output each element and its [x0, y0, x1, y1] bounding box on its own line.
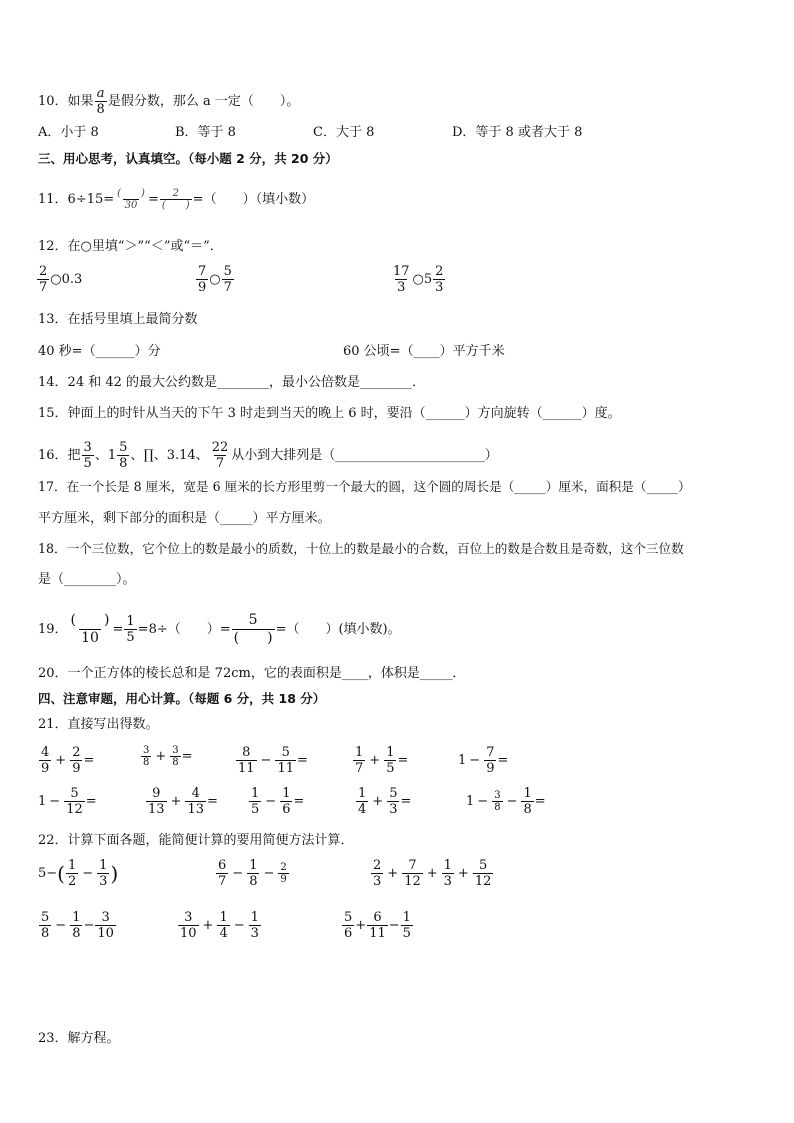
fraction: $\frac{7}{12}$	[404, 858, 421, 889]
q10-option-c: C．大于 8	[313, 125, 375, 140]
fraction: $\frac{5}{8}$	[119, 440, 128, 471]
fraction: $\frac{5}{3}$	[389, 786, 398, 817]
math-operator: +	[457, 866, 469, 881]
math-operator: −	[49, 794, 61, 809]
fraction: $\frac{9}{13}$	[148, 786, 165, 817]
text-segment: =	[497, 753, 509, 768]
question-17-line-2: 平方厘米，剩下部分的面积是（_____）平方厘米。	[38, 511, 331, 526]
fraction: $\frac{3}{10}$	[180, 910, 197, 941]
fraction: $\frac{3}{10}$	[97, 910, 114, 941]
q13-item-b: 60 公顷=（____）平方千米	[343, 344, 505, 359]
question-14: 14．24 和 42 的最大公约数是________，最小公倍数是________．	[38, 375, 426, 390]
fraction: $\frac{( )}{10}$	[70, 612, 110, 646]
q21-expr	[235, 745, 308, 776]
fraction: $\frac{8}{11}$	[238, 745, 255, 776]
fraction: $\frac{4}{13}$	[187, 786, 204, 817]
fraction: $\frac{22}{7}$	[211, 440, 229, 471]
question-11	[38, 188, 314, 211]
text-segment: =	[397, 753, 409, 768]
fraction: $\frac{2}{( )}$	[161, 188, 190, 211]
text-segment: =	[534, 794, 546, 809]
fraction: $\frac{3}{5}$	[83, 440, 92, 471]
question-18-line-2: 是（________）。	[38, 572, 136, 587]
math-operator: +	[387, 866, 399, 881]
text-segment: =	[83, 753, 95, 768]
fraction: $\frac{1}{8}$	[523, 786, 532, 817]
q21-expr	[458, 745, 508, 776]
q12-item-a	[36, 264, 82, 295]
question-12-title: 12．在○里填“＞”“＜”或“＝”．	[38, 239, 223, 254]
fraction: $\frac{1}{5}$	[126, 614, 135, 645]
fraction: $\frac{1}{2}$	[67, 858, 77, 889]
math-operator: −	[233, 918, 245, 933]
math-operator: +	[155, 749, 167, 764]
text-segment: =	[207, 794, 218, 809]
text-segment: 1	[38, 794, 47, 809]
fraction: $\frac{2}{9}$	[280, 862, 287, 885]
math-operator: −	[260, 753, 272, 768]
q22-expr	[341, 910, 414, 941]
math-operator: −	[469, 753, 481, 768]
fraction: $\frac{2}{7}$	[39, 264, 48, 295]
q22-expr	[370, 858, 494, 889]
q12-item-c	[390, 264, 446, 295]
math-operator: −	[82, 866, 94, 881]
q21-expr	[140, 745, 193, 768]
math-operator: −	[506, 794, 518, 809]
q22-expr	[38, 910, 117, 941]
q21-expr	[248, 786, 304, 817]
math-operator: −	[477, 794, 489, 809]
question-10	[38, 86, 299, 117]
math-operator: +	[426, 866, 438, 881]
q21-expr	[145, 786, 218, 817]
q13-item-a: 40 秒=（______）分	[38, 344, 161, 359]
text-segment: 16．把	[38, 448, 81, 463]
fraction: $\frac{1}{4}$	[219, 910, 228, 941]
text-segment: ○5	[412, 272, 433, 287]
question-22-title: 22．计算下面各题，能简便计算的要用简便方法计算．	[38, 833, 354, 848]
fraction: $\frac{1}{3}$	[99, 858, 108, 889]
fraction: $\frac{1}{6}$	[282, 786, 291, 817]
text-segment: )	[110, 861, 119, 886]
text-segment: 是假分数，那么 a 一定（ ）。	[107, 94, 300, 109]
fraction: $\frac{5}{11}$	[277, 745, 294, 776]
text-segment: =（ ）(填小数)。	[275, 622, 401, 637]
math-operator: +	[369, 753, 381, 768]
text-segment: =	[85, 794, 97, 809]
text-segment: ○0.3	[50, 272, 83, 287]
fraction: $\frac{3}{8}$	[494, 790, 501, 813]
fraction: $\frac{5}{( )}$	[233, 612, 273, 646]
text-segment: −	[388, 918, 400, 933]
fraction: $\frac{6}{7}$	[218, 858, 227, 889]
fraction: $\frac{3}{8}$	[172, 745, 179, 768]
math-operator: −	[232, 866, 244, 881]
q21-expr	[355, 786, 411, 817]
q10-option-b: B．等于 8	[175, 125, 236, 140]
text-segment: 11．6÷15=	[38, 192, 115, 207]
math-operator: +	[372, 794, 384, 809]
question-16	[38, 440, 498, 471]
fraction: $\frac{5}{8}$	[41, 910, 50, 941]
math-operator: −	[263, 866, 275, 881]
q12-item-b	[195, 264, 235, 295]
fraction: $\frac{1}{5}$	[251, 786, 260, 817]
fraction: $\frac{5}{12}$	[66, 786, 83, 817]
fraction: $\frac{1}{5}$	[386, 745, 395, 776]
q21-expr	[38, 745, 94, 776]
fraction: $\frac{1}{4}$	[358, 786, 367, 817]
q10-option-d: D．等于 8 或者大于 8	[452, 125, 583, 140]
fraction: $\frac{5}{7}$	[223, 264, 232, 295]
text-segment: 1	[466, 794, 475, 809]
fraction: $\frac{1}{7}$	[355, 745, 364, 776]
question-17-line-1: 17．在一个长是 8 厘米，宽是 6 厘米的长方形里剪一个最大的圆，这个圆的周长是（_____）厘米，面积是（_____）	[38, 479, 691, 494]
text-segment: 1	[458, 753, 467, 768]
fraction: $\frac{2}{3}$	[373, 858, 382, 889]
text-segment: −	[83, 918, 95, 933]
fraction: $\frac{a}{8}$	[96, 86, 105, 117]
text-segment: 、1	[94, 448, 117, 463]
text-segment: 19．	[38, 622, 68, 637]
q10-option-a: A．小于 8	[38, 125, 99, 140]
text-segment: (	[57, 861, 65, 886]
q21-expr	[38, 786, 97, 817]
text-segment: 10．如果	[38, 94, 94, 109]
text-segment: =	[181, 749, 193, 764]
math-operator: +	[55, 753, 67, 768]
fraction: $\frac{4}{9}$	[41, 745, 50, 776]
text-segment: =	[112, 622, 124, 637]
question-20: 20．一个正方体的棱长总和是 72cm，它的表面积是____，体积是_____．	[38, 666, 466, 681]
q21-expr	[466, 786, 546, 817]
fraction: $\frac{2}{3}$	[435, 264, 444, 295]
section-3-heading: 三、用心思考，认真填空。（每小题 2 分，共 20 分）	[38, 151, 338, 166]
fraction: $\frac{2}{9}$	[72, 745, 81, 776]
q22-expr	[38, 858, 118, 889]
fraction: $\frac{1}{8}$	[249, 858, 258, 889]
math-operator: −	[55, 918, 67, 933]
fraction: $\frac{1}{3}$	[443, 858, 452, 889]
math-operator: −	[265, 794, 277, 809]
fraction: $\frac{( )}{30}$	[117, 188, 145, 211]
text-segment: 从小到大排列是（_______________________）	[231, 448, 498, 463]
fraction: $\frac{1}{5}$	[402, 910, 411, 941]
question-19	[38, 612, 401, 647]
math-operator: +	[202, 918, 214, 933]
text-segment: =	[297, 753, 308, 768]
text-segment: ○	[209, 272, 221, 287]
text-segment: =	[293, 794, 305, 809]
text-segment: +	[355, 918, 367, 933]
text-segment: =	[147, 192, 159, 207]
question-13-title: 13．在括号里填上最简分数	[38, 312, 198, 327]
math-operator: +	[170, 794, 182, 809]
fraction: $\frac{5}{6}$	[344, 910, 353, 941]
fraction: $\frac{6}{11}$	[369, 910, 386, 941]
question-23-title: 23．解方程。	[38, 1031, 120, 1046]
q21-expr	[352, 745, 408, 776]
fraction: $\frac{1}{8}$	[72, 910, 81, 941]
text-segment: =8÷（ ）=	[137, 622, 231, 637]
fraction: $\frac{5}{12}$	[474, 858, 492, 889]
fraction: $\frac{17}{3}$	[393, 264, 410, 295]
text-segment: 、∏、3.14、	[130, 448, 209, 463]
q22-expr	[177, 910, 262, 941]
q22-expr	[215, 858, 290, 889]
question-18-line-1: 18．一个三位数，它个位上的数是最小的质数，十位上的数是最小的合数，百位上的数是合数且是奇数，这个三位数	[38, 541, 684, 556]
text-segment: 5−	[38, 866, 58, 881]
fraction: $\frac{1}{3}$	[250, 910, 259, 941]
question-15: 15．钟面上的时针从当天的下午 3 时走到当天的晚上 6 时，要沿（______）方向旋转（______）度。	[38, 406, 621, 421]
text-segment: =（ ）（填小数）	[192, 192, 315, 207]
text-segment: =	[400, 794, 412, 809]
fraction: $\frac{7}{9}$	[486, 745, 495, 776]
fraction: $\frac{7}{9}$	[198, 264, 207, 295]
fraction: $\frac{3}{8}$	[143, 745, 150, 768]
question-21-title: 21．直接写出得数。	[38, 717, 159, 732]
section-4-heading: 四、注意审题，用心计算。（每题 6 分，共 18 分）	[38, 691, 326, 706]
